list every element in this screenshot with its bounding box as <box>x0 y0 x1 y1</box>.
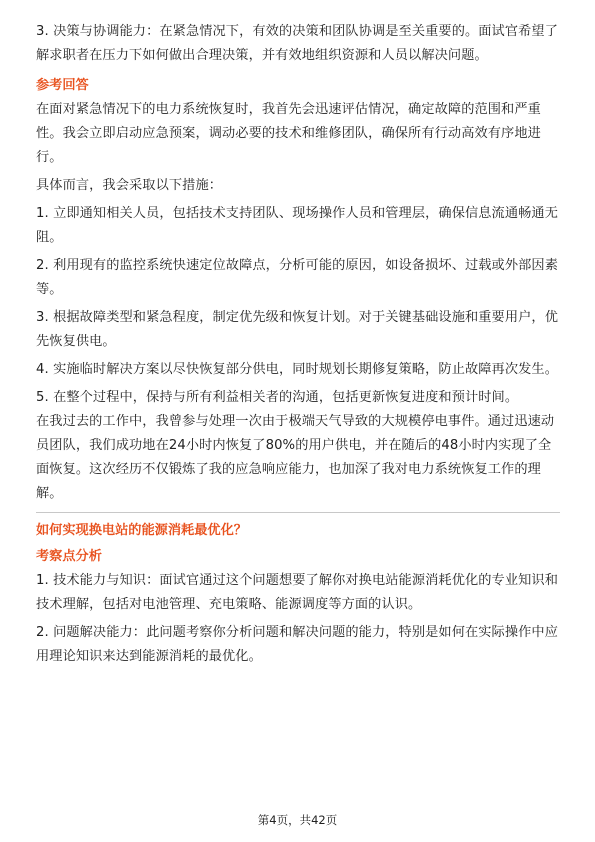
section-divider <box>36 512 560 513</box>
analysis-heading: 考察点分析 <box>36 549 102 564</box>
answer-step-5: 5. 在整个过程中，保持与所有利益相关者的沟通，包括更新恢复进度和预计时间。 <box>36 390 519 405</box>
answer-step-4: 4. 实施临时解决方案以尽快恢复部分供电，同时规划长期修复策略，防止故障再次发生。 <box>36 362 558 377</box>
analysis-point-2: 2. 问题解决能力：此问题考察你分析问题和解决问题的能力，特别是如何在实际操作中应用理论知识来达到能源消耗的最优化。 <box>36 625 558 664</box>
page-number-footer: 第4页，共42页 <box>257 813 338 827</box>
decision-coordination-point: 3. 决策与协调能力：在紧急情况下，有效的决策和团队协调是至关重要的。面试官希望了解求职者在压力下如何做出合理决策，并有效地组织资源和人员以解决问题。 <box>36 24 558 63</box>
answer-paragraph-3: 在我过去的工作中，我曾参与处理一次由于极端天气导致的大规模停电事件。通过迅速动员团队，我们成功地在24小时内恢复了80%的用户供电，并在随后的48小时内实现了全面恢复。这次经历不仅锻炼了我的应急响应能力，也加深了我对电力系统恢复工作的理解。 <box>36 414 555 501</box>
question-title: 如何实现换电站的能源消耗最优化？ <box>36 523 247 538</box>
document-page <box>36 20 560 673</box>
answer-step-2: 2. 利用现有的监控系统快速定位故障点，分析可能的原因，如设备损坏、过载或外部因素等。 <box>36 258 558 297</box>
answer-step-1: 1. 立即通知相关人员，包括技术支持团队、现场操作人员和管理层，确保信息流通畅通无阻。 <box>36 206 558 245</box>
analysis-point-1: 1. 技术能力与知识：面试官通过这个问题想要了解你对换电站能源消耗优化的专业知识和技术理解，包括对电池管理、充电策略、能源调度等方面的认识。 <box>36 573 558 612</box>
answer-step-3: 3. 根据故障类型和紧急程度，制定优先级和恢复计划。对于关键基础设施和重要用户，优先恢复供电。 <box>36 310 558 349</box>
reference-answer-heading: 参考回答 <box>36 78 89 93</box>
answer-paragraph-1: 在面对紧急情况下的电力系统恢复时，我首先会迅速评估情况，确定故障的范围和严重性。我会立即启动应急预案，调动必要的技术和维修团队，确保所有行动高效有序地进行。 <box>36 102 541 165</box>
answer-paragraph-2: 具体而言，我会采取以下措施： <box>36 178 223 193</box>
